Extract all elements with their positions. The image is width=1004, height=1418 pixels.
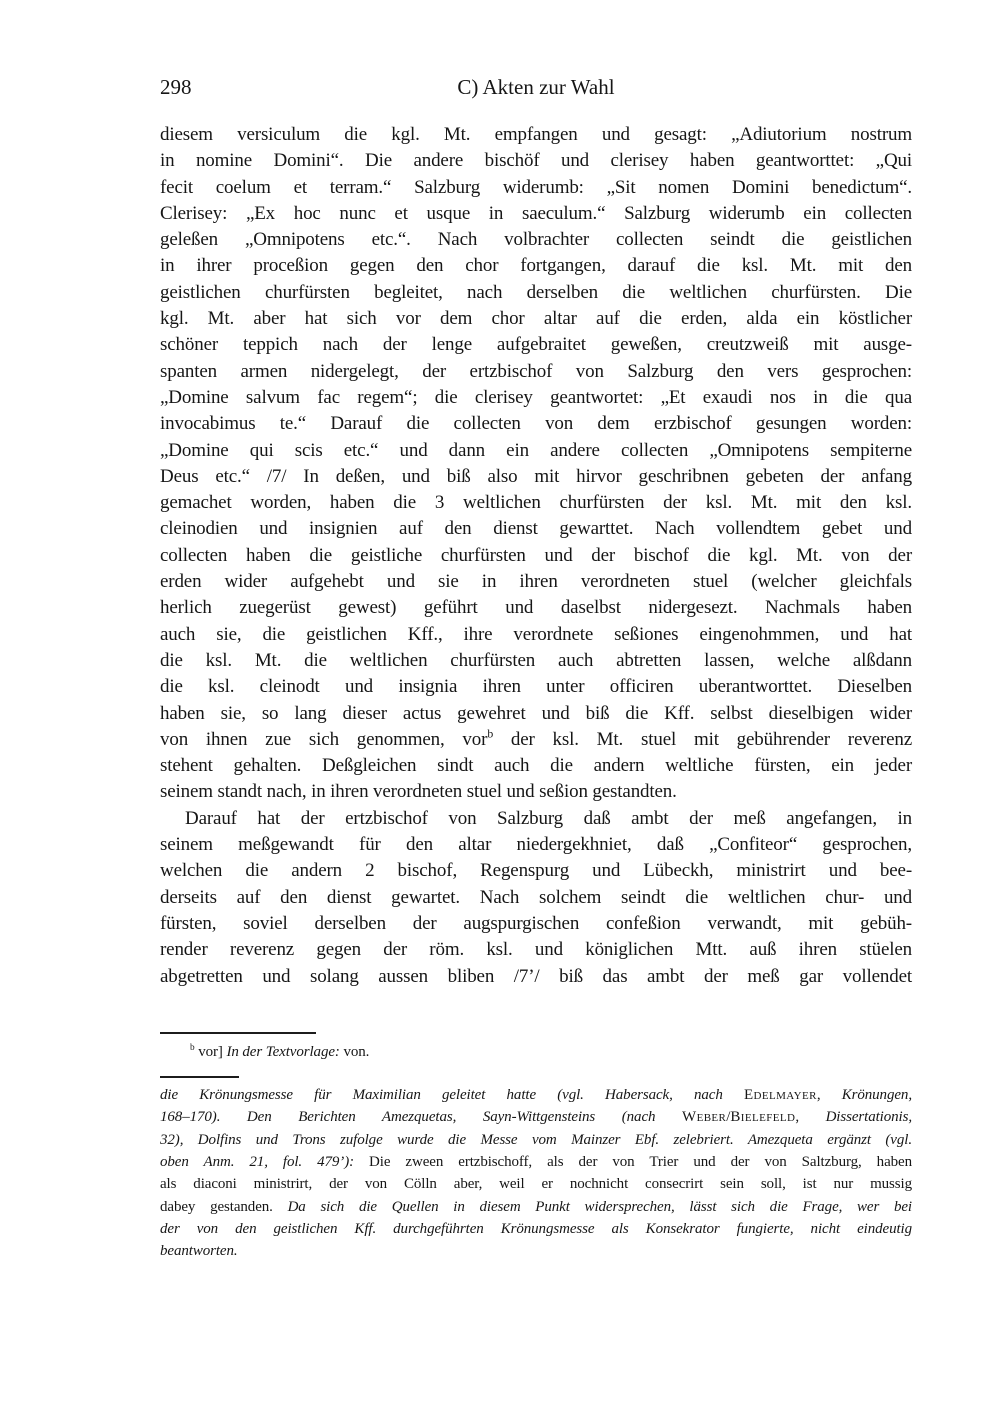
text-segment: spanten armen nidergelegt, der ertzbischof von Salzburg den vers gesprochen:: [160, 360, 912, 382]
text-column: [160, 74, 912, 1262]
text-line: [160, 490, 912, 516]
text-line: [160, 1084, 912, 1106]
text-line: [160, 1151, 912, 1173]
text-segment: erden wider aufgehebt und sie in ihren verordneten stuel (welcher gleichfals: [160, 571, 912, 593]
text-line: [160, 122, 912, 148]
text-line: [160, 464, 912, 490]
text-segment: oben Anm. 21, fol. 479’):: [160, 1153, 370, 1170]
text-line: [160, 1041, 912, 1063]
text-segment: Edelmayer: [743, 1087, 817, 1104]
text-line: [160, 648, 912, 674]
text-segment: haben sie, so lang dieser actus gewehret und biß die Kff. selbst dieselbigen wider: [160, 702, 912, 724]
text-segment: herlich zuegerüst gewest) geführt und daselbst nidergesezt. Nachmals haben: [160, 597, 912, 619]
page-number: 298: [160, 75, 192, 99]
body-paragraph: [160, 122, 912, 806]
text-line: [160, 1240, 912, 1262]
text-segment: von.: [339, 1043, 370, 1060]
text-line: [160, 1129, 912, 1151]
text-segment: 32), Dolfins und Trons zufolge wurde die Messe vom Mainzer Ebf. zelebriert. Amezqueta ergänzt (vgl.: [160, 1131, 912, 1148]
text-segment: stehent gehalten. Deßgleichen sindt auch die andern weltliche fürsten, ein jeder: [160, 755, 912, 777]
text-line: [160, 543, 912, 569]
text-line: [160, 701, 912, 727]
text-segment: invocabimus te.“ Darauf die collecten von dem erzbischof gesungen worden:: [160, 413, 912, 435]
text-line: [160, 779, 912, 805]
text-line: [160, 359, 912, 385]
text-line: [160, 516, 912, 542]
main-text: [160, 122, 912, 990]
text-line: [160, 727, 912, 753]
text-segment: 168–170). Den Berichten Amezquetas, Sayn-Wittgensteins (nach: [160, 1109, 683, 1126]
text-segment: der von den geistlichen Kff. durchgeführten Krönungsmesse als Konsekrator fungierte, nicht eindeutig: [160, 1220, 912, 1237]
text-line: [160, 832, 912, 858]
text-segment: Clerisey: „Ex hoc nunc et usque in saeculum.“ Salzburg widerumb ein collecten: [160, 202, 912, 224]
text-segment: diesem versiculum die kgl. Mt. empfangen und gesagt: „Adiutorium nostrum: [160, 124, 912, 145]
text-segment: „Domine salvum fac regem“; die clerisey geantwortet: „Et exaudi nos in die qua: [160, 386, 912, 408]
text-segment: Dissertationis,: [825, 1109, 912, 1126]
text-segment: seinem standt nach, in ihren verordneten stuel und seßion gestandten.: [160, 781, 677, 803]
text-segment: dabey gestanden.: [160, 1198, 288, 1215]
page-header: [160, 74, 912, 101]
text-segment: Bielefeld: [730, 1109, 796, 1126]
text-line: [160, 438, 912, 464]
text-line: [160, 964, 912, 990]
text-line: [160, 569, 912, 595]
text-segment: In der Textvorlage:: [226, 1043, 340, 1060]
text-line: [160, 911, 912, 937]
text-line: [160, 411, 912, 437]
text-segment: b: [487, 727, 494, 741]
text-line: [160, 937, 912, 963]
text-segment: welchen die andern 2 bischof, Regenspurg und Lübeckh, ministrirt und bee-: [160, 860, 912, 882]
text-segment: Die zween ertzbischoff, als der von Trier und der von Saltzburg, haben: [369, 1153, 912, 1170]
text-segment: /: [726, 1109, 731, 1126]
text-line: [160, 1218, 912, 1240]
text-segment: cleinodien und insignien auf den dienst gewarttet. Nach vollendtem gebet und: [160, 518, 912, 540]
text-line: [160, 385, 912, 411]
commentary-separator-rule: [160, 1076, 239, 1078]
text-segment: der ksl. Mt. stuel mit gebührender reverenz: [493, 728, 912, 750]
footnote-apparatus: [160, 1041, 912, 1063]
text-segment: fecit coelum et terram.“ Salzburg widerumb: „Sit nomen Domini benedictum“.: [160, 176, 912, 198]
text-line: [160, 227, 912, 253]
text-segment: die Krönungsmesse für Maximilian geleitet hatte (vgl. Habersack, nach: [160, 1087, 744, 1104]
text-segment: fürsten, soviel derselben der augspurgischen confeßion verwandt, mit gebüh-: [160, 912, 912, 934]
text-segment: in nomine Domini“. Die andere bischöf und clerisey haben geantworttet: „Qui: [160, 150, 912, 172]
text-segment: auch sie, die geistlichen Kff., ihre verordnete seßiones eingenohmmen, und hat: [160, 623, 912, 645]
text-line: [160, 674, 912, 700]
text-segment: render reverenz gegen der röm. ksl. und königlichen Mtt. auß ihren stüelen: [160, 939, 912, 961]
text-line: [160, 806, 912, 832]
text-segment: collecten haben die geistliche churfürsten und der bischof die kgl. Mt. von der: [160, 544, 912, 566]
text-segment: Deus etc.“ /7/ In deßen, und biß also mit hirvor geschribnen gebeten der anfang: [160, 465, 912, 487]
text-segment: geistlichen churfürsten begleitet, nach derselben die weltlichen churfürsten. Die: [160, 281, 912, 303]
text-segment: Krönungen,: [841, 1087, 912, 1104]
text-line: [160, 858, 912, 884]
text-segment: gemachet worden, haben die 3 weltlichen churfürsten der ksl. Mt. mit den ksl.: [160, 492, 912, 514]
text-line: [160, 280, 912, 306]
text-segment: „Domine qui scis etc.“ und dann ein andere collecten „Omnipotens sempiterne: [160, 439, 912, 461]
text-segment: kgl. Mt. aber hat sich vor dem chor altar auf die erden, alda ein köstlicher: [160, 308, 912, 330]
text-line: [160, 253, 912, 279]
text-segment: als diaconi ministrirt, der von Cölln aber, weil er nochnicht consecrirt sein soll, ist nur mussig: [160, 1176, 912, 1193]
text-line: [160, 175, 912, 201]
text-line: [160, 1196, 912, 1218]
text-segment: seinem meßgewandt für den altar niedergekhniet, daß „Confiteor“ gesprochen,: [160, 834, 912, 856]
text-segment: abgetretten und solang aussen bliben /7’/ biß das ambt der meß gar vollendet: [160, 965, 912, 987]
text-line: [160, 1106, 912, 1128]
text-line: [160, 201, 912, 227]
text-line: [160, 1173, 912, 1195]
text-segment: schöner teppich nach der lenge aufgebraitet geweßen, creutzweiß mit ausge-: [160, 334, 912, 356]
text-line: [160, 622, 912, 648]
text-segment: beantworten.: [160, 1243, 238, 1260]
text-line: [160, 885, 912, 911]
text-line: [160, 595, 912, 621]
text-line: [160, 148, 912, 174]
body-paragraph: [160, 806, 912, 990]
text-segment: Da sich die Quellen in diesem Punkt widersprechen, lässt sich die Frage, wer bei: [287, 1198, 913, 1215]
text-segment: Darauf hat der ertzbischof von Salzburg daß ambt der meß angefangen, in: [185, 807, 912, 829]
text-segment: die ksl. cleinodt und insignia ihren unter officiren uberantworttet. Dieselben: [160, 676, 912, 698]
text-segment: von ihnen zue sich genommen, vor: [160, 728, 488, 750]
running-title: C) Akten zur Wahl: [457, 75, 615, 99]
text-segment: Weber: [682, 1109, 727, 1126]
footnote-commentary: [160, 1084, 912, 1262]
text-segment: derseits auf den dienst gewartet. Nach solchem seindt die weltlichen chur- und: [160, 886, 912, 908]
text-segment: vor]: [194, 1043, 227, 1060]
text-line: [160, 332, 912, 358]
text-segment: geleßen „Omnipotens etc.“. Nach volbrachter collecten seindt die geistlichen: [160, 229, 912, 251]
text-segment: in ihrer proceßion gegen den chor fortgangen, darauf die ksl. Mt. mit den: [160, 255, 912, 277]
text-segment: ,: [816, 1087, 842, 1104]
text-line: [160, 306, 912, 332]
text-line: [160, 753, 912, 779]
text-segment: die ksl. Mt. die weltlichen churfürsten auch abtretten lassen, welche alßdann: [160, 649, 912, 671]
text-segment: b: [190, 1042, 195, 1053]
text-segment: ,: [795, 1109, 826, 1126]
footnote-separator-rule: [160, 1032, 316, 1034]
